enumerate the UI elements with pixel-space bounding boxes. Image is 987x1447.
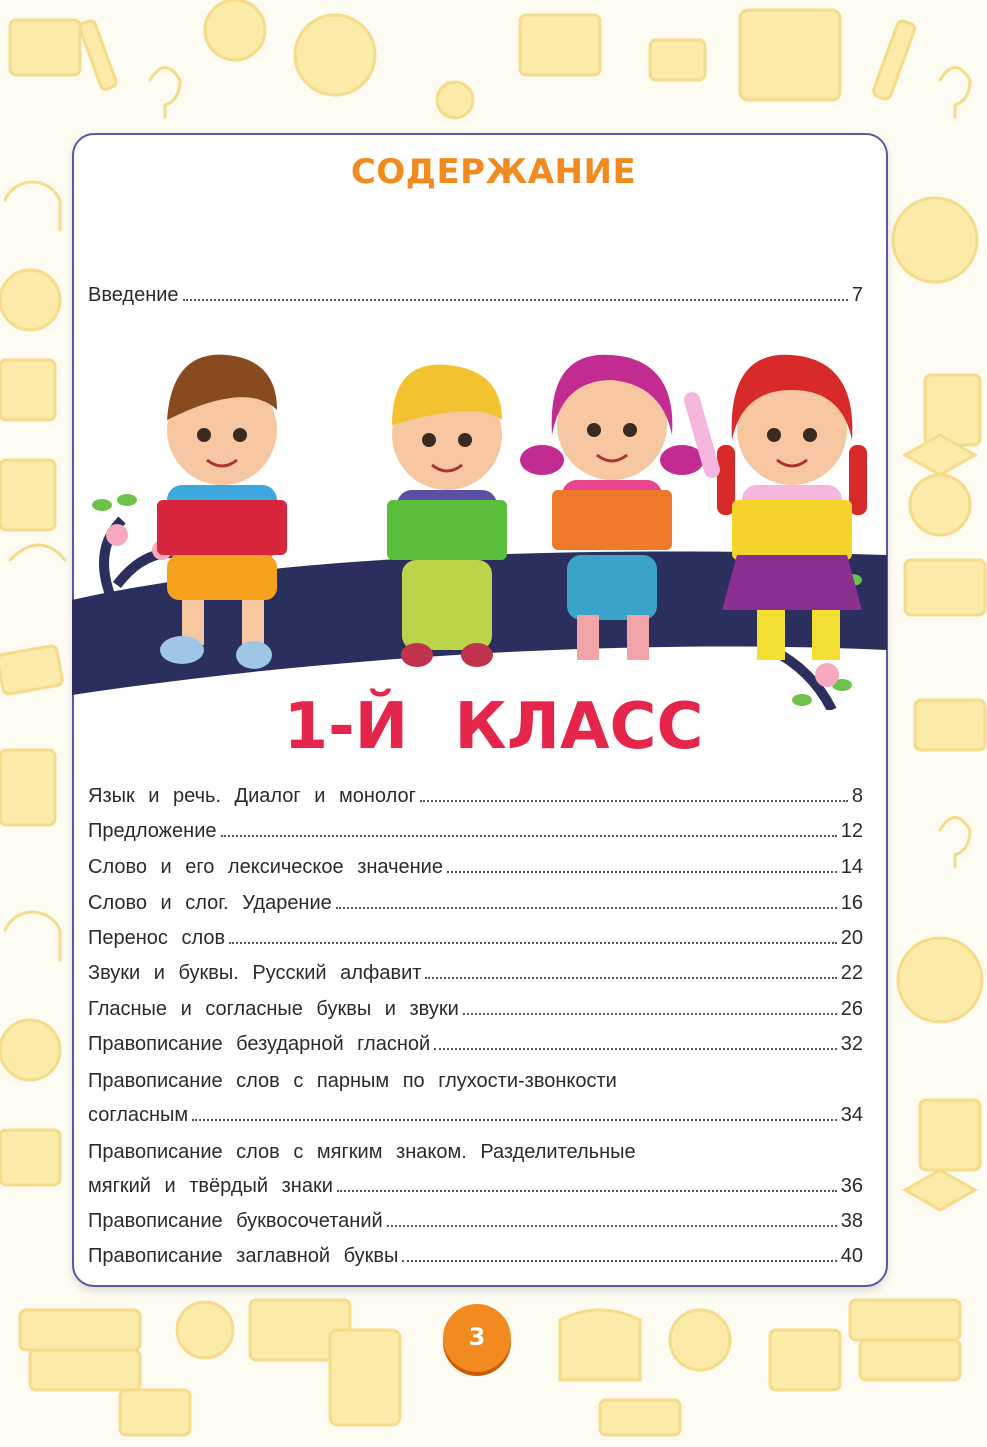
toc-entry-intro[interactable] [88, 284, 863, 314]
toc-entry-label: Язык и речь. Диалог и монолог [88, 785, 416, 807]
toc-entry-page: 14 [840, 856, 863, 878]
toc-entry-label: Правописание заглавной буквы [88, 1245, 399, 1267]
toc-entry-page: 20 [840, 927, 863, 949]
toc-entry[interactable] [88, 998, 863, 1028]
toc-entry-page: 34 [840, 1104, 863, 1126]
toc-entry-page: 36 [840, 1175, 863, 1197]
leader-dots [447, 870, 837, 873]
leader-dots [387, 1224, 837, 1227]
toc-entry-label: Гласные и согласные буквы и звуки [88, 998, 459, 1020]
boy-blond-hair [387, 365, 507, 667]
toc-entry-page: 32 [840, 1033, 863, 1055]
toc-entry-label: Правописание буквосочетаний [88, 1210, 383, 1232]
toc-entry[interactable] [88, 856, 863, 886]
toc-entry-label: Предложение [88, 820, 217, 842]
toc-entry-label: Слово и его лексическое значение [88, 856, 443, 878]
leader-dots [425, 976, 836, 979]
toc-entry[interactable] [88, 1033, 863, 1063]
toc-entry-page: 40 [840, 1245, 863, 1267]
leader-dots [434, 1047, 837, 1050]
toc-entry-label: мягкий и твёрдый знаки [88, 1175, 333, 1197]
leader-dots [229, 941, 837, 944]
toc-entry[interactable] [88, 892, 863, 922]
leader-dots [463, 1012, 837, 1015]
toc-entry[interactable] [88, 962, 863, 992]
toc-entry-page: 26 [840, 998, 863, 1020]
toc-entry[interactable] [88, 820, 863, 850]
toc-entry-page: 22 [840, 962, 863, 984]
children-reading-illustration [72, 350, 887, 710]
toc-entry[interactable] [88, 785, 863, 815]
toc-entry[interactable] [88, 1245, 863, 1275]
toc-entry[interactable] [88, 927, 863, 957]
toc-entry-label: Слово и слог. Ударение [88, 892, 332, 914]
page-title: СОДЕРЖАНИЕ [350, 152, 637, 192]
toc-entry-label-line1[interactable]: Правописание слов с мягким знаком. Разделительные [88, 1141, 636, 1163]
leader-dots [337, 1189, 837, 1192]
leader-dots [192, 1118, 837, 1121]
leader-dots [402, 1259, 836, 1262]
toc-entry-page: 12 [840, 820, 863, 842]
toc-entry-label: согласным [88, 1104, 189, 1126]
toc-entry-label: Введение [88, 284, 179, 306]
toc-entry-label: Правописание безударной гласной [88, 1033, 431, 1055]
toc-entry-label: Перенос слов [88, 927, 226, 949]
toc-entry-label-line1[interactable]: Правописание слов с парным по глухости-звонкости [88, 1070, 617, 1092]
toc-entry-page: 16 [840, 892, 863, 914]
toc-entry-page: 38 [840, 1210, 863, 1232]
leader-dots [183, 298, 848, 301]
leader-dots [221, 834, 837, 837]
toc-entry[interactable] [88, 1104, 863, 1134]
toc-entry-page: 7 [851, 284, 863, 306]
toc-entry[interactable] [88, 1175, 863, 1205]
toc-entry-page: 8 [851, 785, 863, 807]
page-number-badge: 3 [443, 1304, 511, 1372]
leader-dots [420, 799, 848, 802]
toc-entry[interactable] [88, 1210, 863, 1240]
toc-entry-label: Звуки и буквы. Русский алфавит [88, 962, 422, 984]
grade-heading: 1-Й КЛАСС [283, 690, 704, 764]
leader-dots [336, 906, 837, 909]
